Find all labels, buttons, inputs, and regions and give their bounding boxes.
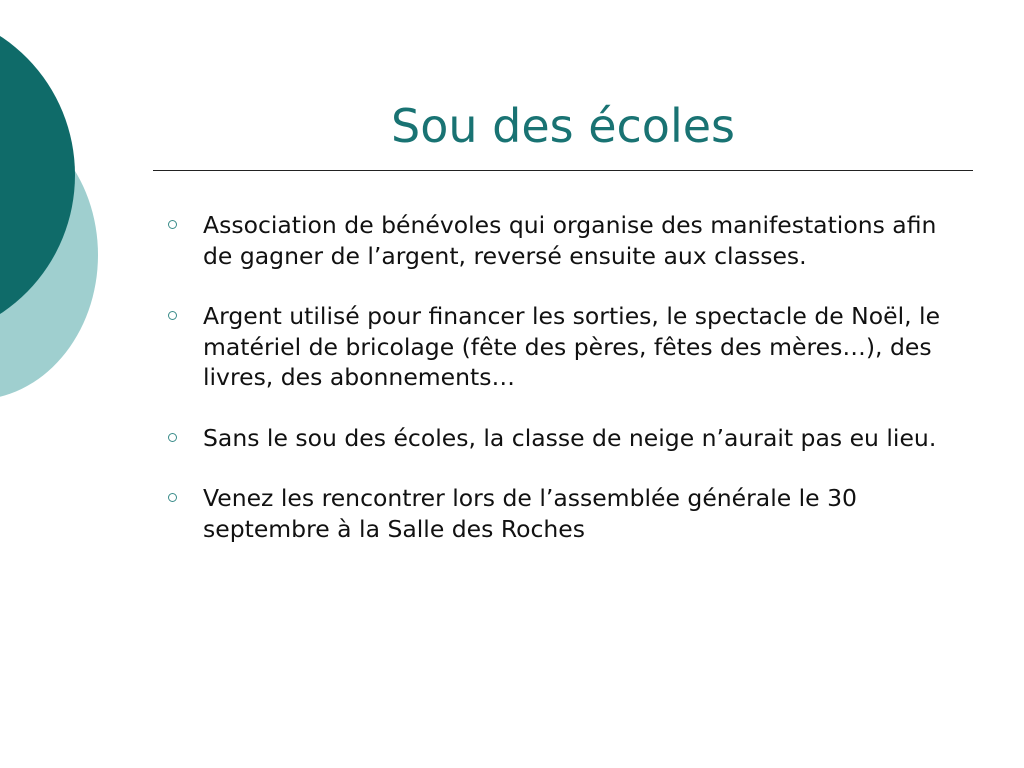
hollow-circle-bullet-icon (168, 433, 177, 442)
bullet-text: Argent utilisé pour financer les sorties, le spectacle de Noël, le matériel de bricolage (fête des pères, fêtes des mères…), des livres, des abonnements… (203, 302, 941, 391)
bullet-text: Sans le sou des écoles, la classe de neige n’aurait pas eu lieu. (203, 423, 937, 452)
slide-title: Sou des écoles (391, 99, 735, 153)
bullet-item (160, 210, 960, 271)
hollow-circle-bullet-icon (168, 493, 177, 502)
hollow-circle-bullet-icon (168, 311, 177, 320)
bullet-list (160, 210, 960, 574)
bullet-item (160, 301, 960, 393)
hollow-circle-bullet-icon (168, 220, 177, 229)
bullet-item (160, 423, 960, 454)
bullet-text: Association de bénévoles qui organise des manifestations afin de gagner de l’argent, reversé ensuite aux classes. (203, 211, 937, 270)
bullet-text: Venez les rencontrer lors de l’assemblée générale le 30 septembre à la Salle des Roches (203, 484, 858, 543)
title-divider (153, 170, 973, 171)
bullet-item (160, 483, 960, 544)
